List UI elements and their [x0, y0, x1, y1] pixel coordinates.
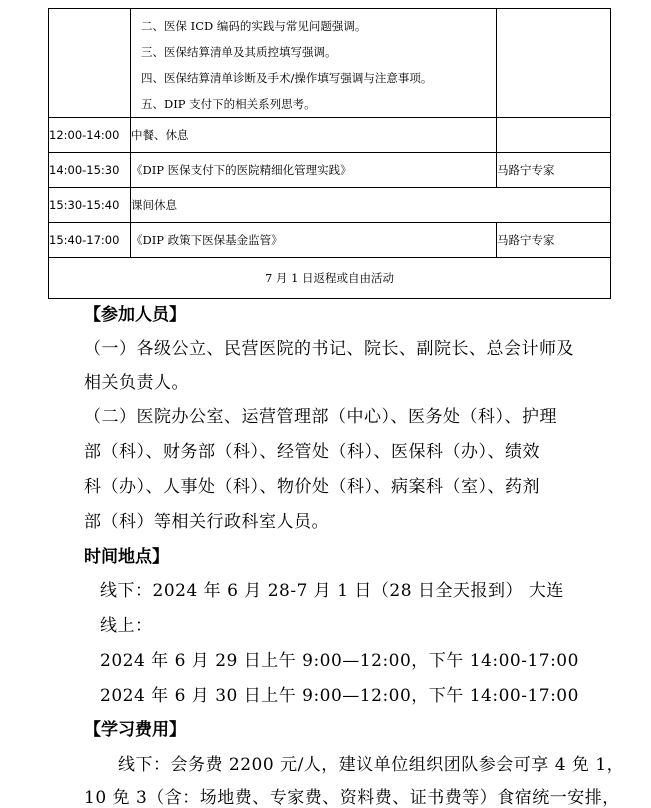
participants-line: 部（科）等相关行政科室人员。: [84, 512, 329, 532]
participants-line: （二）医院办公室、运营管理部（中心）、医务处（科）、护理: [84, 407, 557, 427]
content-cell: 《DIP 医保支付下的医院精细化管理实践》: [131, 153, 497, 188]
table-row: [49, 223, 611, 258]
agenda-item: 二、医保 ICD 编码的实践与常见问题强调。: [141, 19, 367, 33]
table-row: [49, 258, 611, 299]
speaker-cell: 马路宁专家: [497, 223, 611, 258]
fees-line: 10 免 3（含：场地费、专家费、资料费、证书费等）食宿统一安排，: [84, 788, 620, 808]
table-row: [49, 9, 611, 118]
time-cell: 15:40-17:00: [49, 223, 131, 258]
time-cell: 14:00-15:30: [49, 153, 131, 188]
schedule-table: [48, 8, 611, 299]
speaker-cell: 马路宁专家: [497, 153, 611, 188]
content-cell: 《DIP 政策下医保基金监管》: [131, 223, 497, 258]
participants-line: （一）各级公立、民营医院的书记、院长、副院长、总会计师及: [84, 339, 574, 359]
table-row: [49, 118, 611, 153]
fees-heading: 【学习费用】: [84, 720, 186, 740]
agenda-item: 四、医保结算清单诊断及手术/操作填写强调与注意事项。: [141, 71, 433, 85]
time-cell: 12:00-14:00: [49, 118, 131, 153]
time-place-heading: 时间地点】: [84, 547, 169, 567]
time-place-line: 线下：2024 年 6 月 28-7 月 1 日（28 日全天报到） 大连: [100, 581, 564, 601]
speaker-cell: [497, 118, 611, 153]
time-place-line: 线上：: [100, 616, 153, 636]
table-row: [49, 188, 611, 223]
closing-row-cell: 7 月 1 日返程或自由活动: [49, 258, 611, 299]
participants-line: 部（科）、财务部（科）、经管处（科）、医保科（办）、绩效: [84, 442, 540, 462]
time-place-line: 2024 年 6 月 29 日上午 9:00—12:00，下午 14:00-17:00: [100, 651, 579, 671]
time-place-line: 2024 年 6 月 30 日上午 9:00—12:00，下午 14:00-17:00: [100, 686, 579, 706]
speaker-cell: [497, 9, 611, 118]
fees-line: 线下：会务费 2200 元/人，建议单位组织团队参会可享 4 免 1，: [118, 755, 625, 775]
participants-line: 相关负责人。: [84, 373, 189, 393]
time-cell: 15:30-15:40: [49, 188, 131, 223]
content-cell: 中餐、休息: [131, 118, 497, 153]
table-row: [49, 153, 611, 188]
content-cell: [131, 9, 497, 118]
agenda-item: 五、DIP 支付下的相关系列思考。: [141, 97, 316, 111]
time-cell: [49, 9, 131, 118]
agenda-item: 三、医保结算清单及其质控填写强调。: [141, 45, 337, 59]
content-cell: 课间休息: [131, 188, 611, 223]
participants-heading: 【参加人员】: [84, 305, 186, 325]
participants-line: 科（办）、人事处（科）、物价处（科）、病案科（室）、药剂: [84, 477, 540, 497]
